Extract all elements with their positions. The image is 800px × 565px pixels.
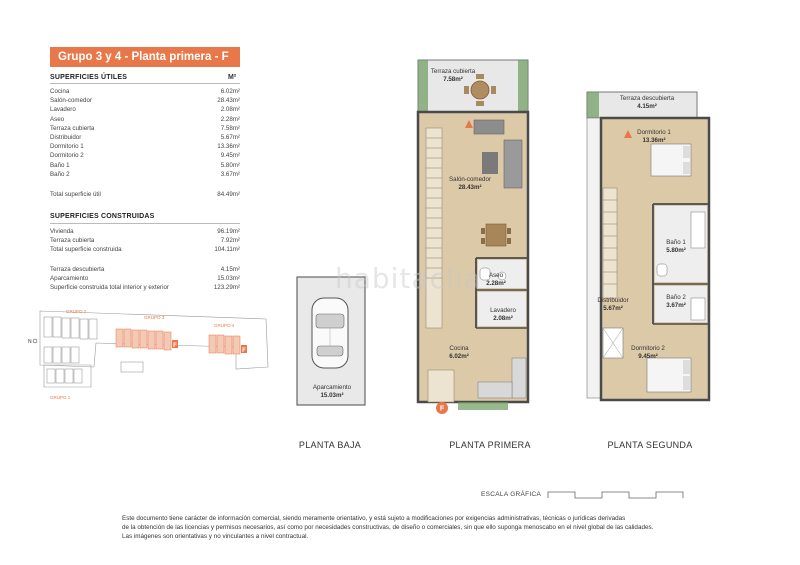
table-row: Total superficie útil 84.49m² bbox=[50, 191, 240, 198]
room-label-bano-2: Baño 2 3.67m² bbox=[666, 294, 686, 309]
table-row: Dormitorio 2 9.45m² bbox=[50, 152, 240, 160]
plan-primera-label: PLANTA PRIMERA bbox=[449, 440, 531, 450]
group-label: GRUPO 1 bbox=[50, 395, 71, 400]
table-row: Aparcamiento 15.03m² bbox=[50, 275, 240, 283]
group-label: GRUPO 3 bbox=[144, 315, 165, 320]
table-row: Total superficie construida 104.11m² bbox=[50, 246, 240, 254]
table-row: Vivienda 96.19m² bbox=[50, 228, 240, 235]
coffee-table-icon bbox=[482, 152, 498, 174]
table-row: Terraza descubierta 4.15m² bbox=[50, 266, 240, 273]
north-label: N bbox=[28, 339, 32, 345]
unit-marker-label: F bbox=[439, 405, 445, 413]
room-label-salon-comedor: Salón-comedor 28.43m² bbox=[449, 176, 491, 191]
room-label-dormitorio-2: Dormitorio 2 9.45m² bbox=[631, 345, 665, 360]
sofa-icon bbox=[504, 140, 522, 188]
group-label: GRUPO 2 bbox=[66, 309, 87, 314]
room-label-lavadero: Lavadero 2.08m² bbox=[490, 307, 516, 322]
table-row: Distribuidor 5.67m² bbox=[50, 133, 240, 141]
site-key-plan bbox=[28, 307, 276, 402]
unit-heading: M² bbox=[228, 74, 237, 81]
disclaimer: Este documento tiene carácter de información comercial, siendo meramente orientativo, y está sujeto a modificaciones por exigencias administrativas, técnicas o jurídicas derivadas de la obtención de las licencias y permisos necesarios, así como por necesidades constructivas, de diseño o comerciales, sin que ello suponga menoscabo en el nivel global de las calidades. Las imágenes son orientativas y no vinculantes a nivel contractual. bbox=[122, 515, 654, 540]
unit-marker-label: F bbox=[173, 343, 177, 349]
room-label-aseo: Aseo 2.28m² bbox=[486, 272, 506, 287]
built-extra-table bbox=[50, 266, 240, 294]
table-row: Baño 1 5.80m² bbox=[50, 161, 240, 169]
room-label-distribuidor: Distribuidor 5.67m² bbox=[597, 297, 629, 312]
room-label-cocina: Cocina 6.02m² bbox=[449, 345, 469, 360]
table-row: Superficie construida total interior y exterior 123.29m² bbox=[50, 284, 240, 292]
table-row: Terraza cubierta 7.92m² bbox=[50, 237, 240, 245]
table-row: Baño 2 3.67m² bbox=[50, 170, 240, 178]
plan-baja-label: PLANTA BAJA bbox=[298, 440, 362, 450]
table-row: Dormitorio 1 13.36m² bbox=[50, 143, 240, 151]
scale-label: ESCALA GRÁFICA bbox=[481, 491, 542, 498]
plan-segunda-label: PLANTA SEGUNDA bbox=[607, 440, 693, 450]
kitchen-counter bbox=[478, 382, 512, 398]
page-title: Grupo 3 y 4 - Planta primera - F bbox=[50, 47, 240, 67]
useful-table bbox=[50, 88, 240, 180]
table-row: Lavadero 2.08m² bbox=[50, 106, 240, 114]
bed-icon bbox=[647, 358, 691, 392]
table-row: Salón-comedor 28.43m² bbox=[50, 97, 240, 105]
table-row: Aseo 2.28m² bbox=[50, 115, 240, 123]
planter bbox=[458, 402, 508, 410]
useful-total bbox=[50, 191, 240, 200]
scale-bar bbox=[548, 490, 683, 500]
kitchen-counter bbox=[512, 358, 526, 398]
planter bbox=[587, 92, 599, 118]
table-row: Cocina 6.02m² bbox=[50, 88, 240, 95]
north-arrow-icon bbox=[33, 339, 37, 343]
room-label-terraza-descubierta: Terraza descubierta 4.15m² bbox=[619, 95, 675, 110]
watermark: habitaclia bbox=[335, 262, 482, 295]
table-row: Terraza cubierta 7.58m² bbox=[50, 124, 240, 132]
room-label-dormitorio-1: Dormitorio 1 13.36m² bbox=[637, 129, 671, 144]
room-label-terraza-cubierta: Terraza cubierta 7.58m² bbox=[430, 68, 476, 83]
room-label-aparcamiento: Aparcamiento 15.03m² bbox=[312, 384, 352, 399]
bed-icon bbox=[651, 144, 691, 176]
group-label: GRUPO 4 bbox=[214, 323, 235, 328]
divider bbox=[50, 83, 240, 84]
planter bbox=[518, 60, 528, 112]
armchair-icon bbox=[474, 120, 504, 134]
room-label-bano-1: Baño 1 5.80m² bbox=[666, 239, 686, 254]
unit-marker-label: F bbox=[242, 348, 246, 354]
built-table bbox=[50, 228, 240, 256]
useful-heading: SUPERFICIES ÚTILES bbox=[50, 74, 128, 81]
toilet-icon bbox=[657, 264, 667, 276]
divider bbox=[50, 223, 240, 224]
built-heading: SUPERFICIES CONSTRUIDAS bbox=[50, 213, 155, 220]
car-icon bbox=[312, 298, 348, 368]
